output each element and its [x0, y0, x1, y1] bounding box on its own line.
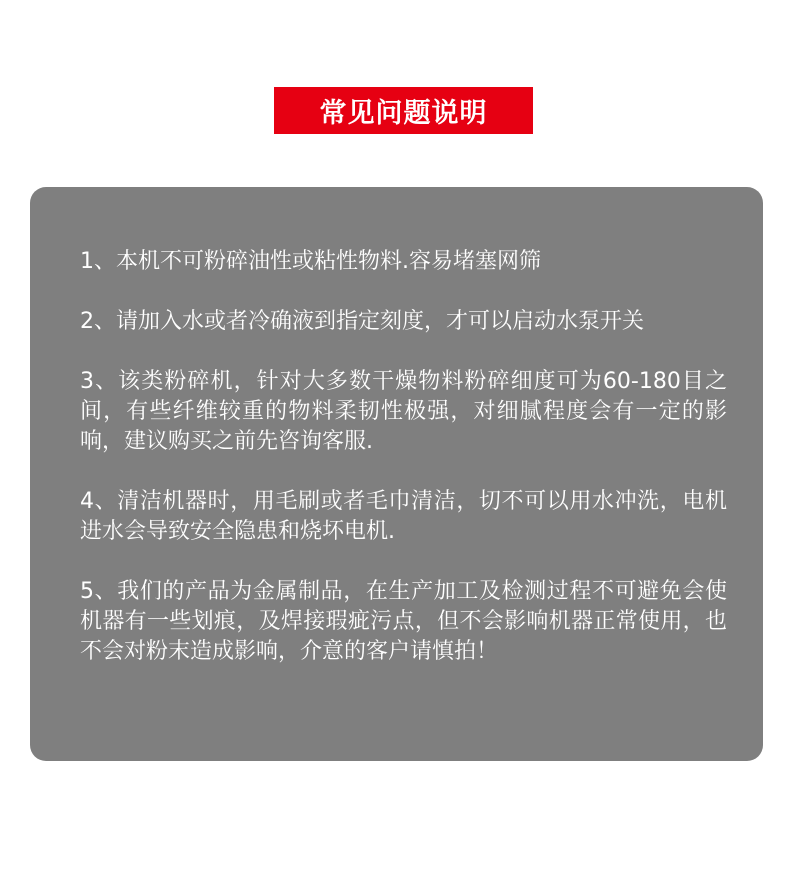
- title-banner: [274, 87, 533, 134]
- faq-item-1: 1、本机不可粉碎油性或粘性物料.容易堵塞网筛: [80, 249, 541, 274]
- faq-item-4: 4、清洁机器时，用毛刷或者毛巾清洁，切不可以用水冲洗，电机进水会导致安全隐患和烧坏电机.: [80, 489, 727, 544]
- faq-item-2: 2、请加入水或者冷确液到指定刻度，才可以启动水泵开关: [80, 309, 644, 334]
- page-title: 常见问题说明: [319, 98, 488, 129]
- faq-item-5: 5、我们的产品为金属制品，在生产加工及检测过程不可避免会使机器有一些划痕，及焊接瑕疵污点，但不会影响机器正常使用，也不会对粉末造成影响，介意的客户请慎拍！: [80, 579, 727, 664]
- faq-item-3: 3、该类粉碎机，针对大多数干燥物料粉碎细度可为60-180目之间，有些纤维较重的物料柔韧性极强，对细腻程度会有一定的影响，建议购买之前先咨询客服.: [80, 369, 727, 454]
- faq-panel: [30, 187, 763, 761]
